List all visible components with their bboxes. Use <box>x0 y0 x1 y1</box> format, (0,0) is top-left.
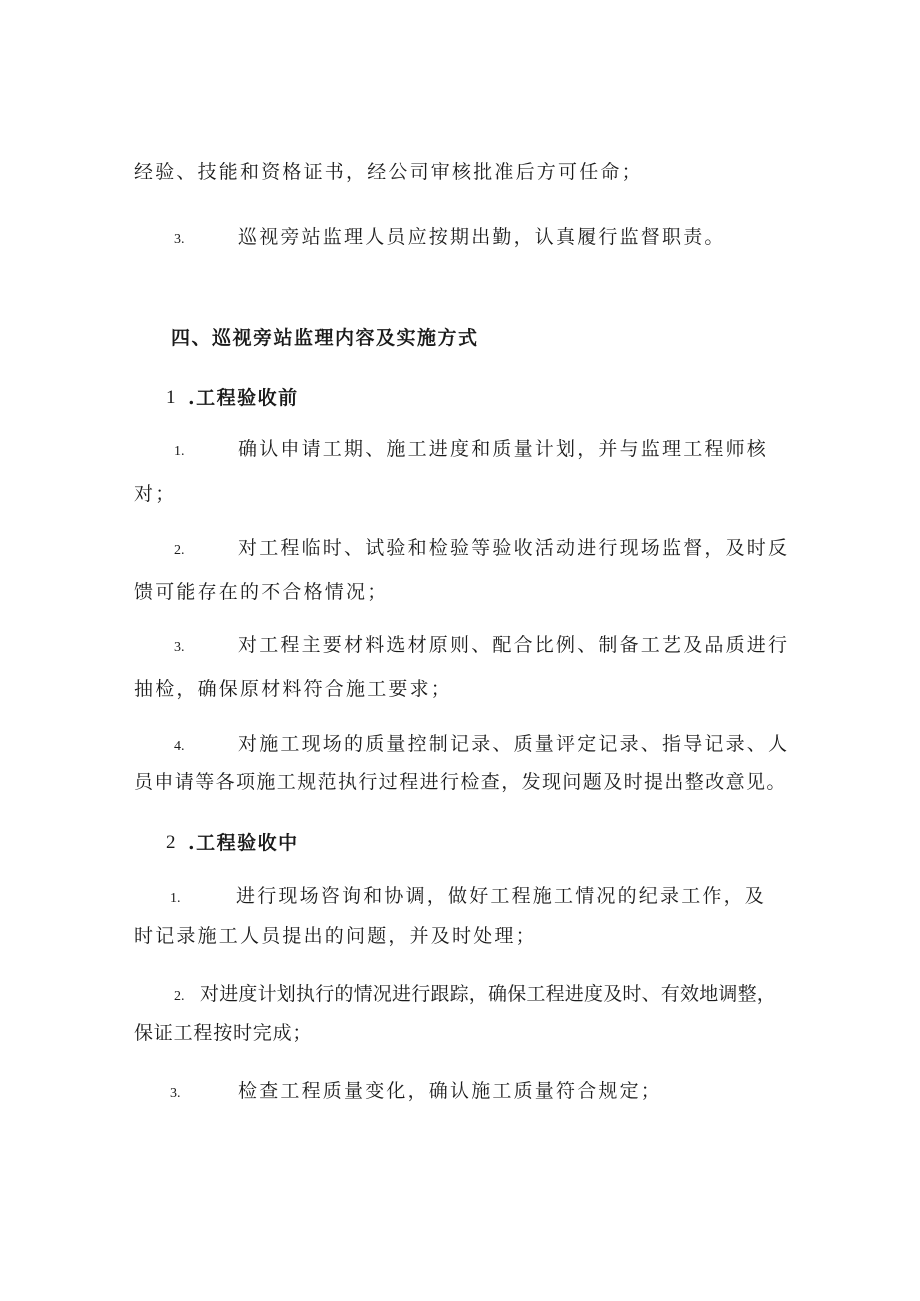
item-text: 进行现场咨询和协调，做好工程施工情况的纪录工作，及 <box>236 885 767 907</box>
item-text-cont: 馈可能存在的不合格情况； <box>134 581 389 603</box>
item-text-cont: 保证工程按时完成； <box>134 1022 313 1044</box>
item-text-cont: 抽检，确保原材料符合施工要求； <box>134 678 453 700</box>
item-text: 检查工程质量变化，确认施工质量符合规定； <box>238 1080 663 1102</box>
item-text: 确认申请工期、施工进度和质量计划，并与监理工程师核 <box>238 438 769 460</box>
item-number: 2. <box>174 989 185 1004</box>
item-text-cont: 员申请等各项施工规范执行过程进行检查，发现问题及时提出整改意见。 <box>134 771 787 793</box>
item-text-cont: 对； <box>134 483 177 505</box>
section-heading: 四、巡视旁站监理内容及实施方式 <box>171 327 479 349</box>
item-number: 1. <box>174 444 185 459</box>
item-number: 3. <box>174 232 185 247</box>
item-text: 对施工现场的质量控制记录、质量评定记录、指导记录、人 <box>238 733 790 755</box>
item-text: 对工程主要材料选材原则、配合比例、制备工艺及品质进行 <box>238 634 790 656</box>
item-number: 3. <box>170 1086 181 1101</box>
item-text-cont: 时记录施工人员提出的问题，并及时处理； <box>134 925 537 947</box>
item-text: 对工程临时、试验和检验等验收活动进行现场监督，及时反 <box>238 537 790 559</box>
continuation-text: 经验、技能和资格证书，经公司审核批准后方可任命； <box>134 161 643 183</box>
subsection-title: .工程验收前 <box>188 387 299 409</box>
subsection-number: 2 <box>166 832 176 853</box>
item-text: 对进度计划执行的情况进行跟踪，确保工程进度及时、有效地调整， <box>200 983 777 1005</box>
item-number: 1. <box>170 891 181 906</box>
subsection-title: .工程验收中 <box>188 832 299 854</box>
item-number: 2. <box>174 543 185 558</box>
item-number: 4. <box>174 739 185 754</box>
item-text: 巡视旁站监理人员应按期出勤，认真履行监督职责。 <box>238 226 726 248</box>
subsection-number: 1 <box>166 387 176 408</box>
item-number: 3. <box>174 640 185 655</box>
